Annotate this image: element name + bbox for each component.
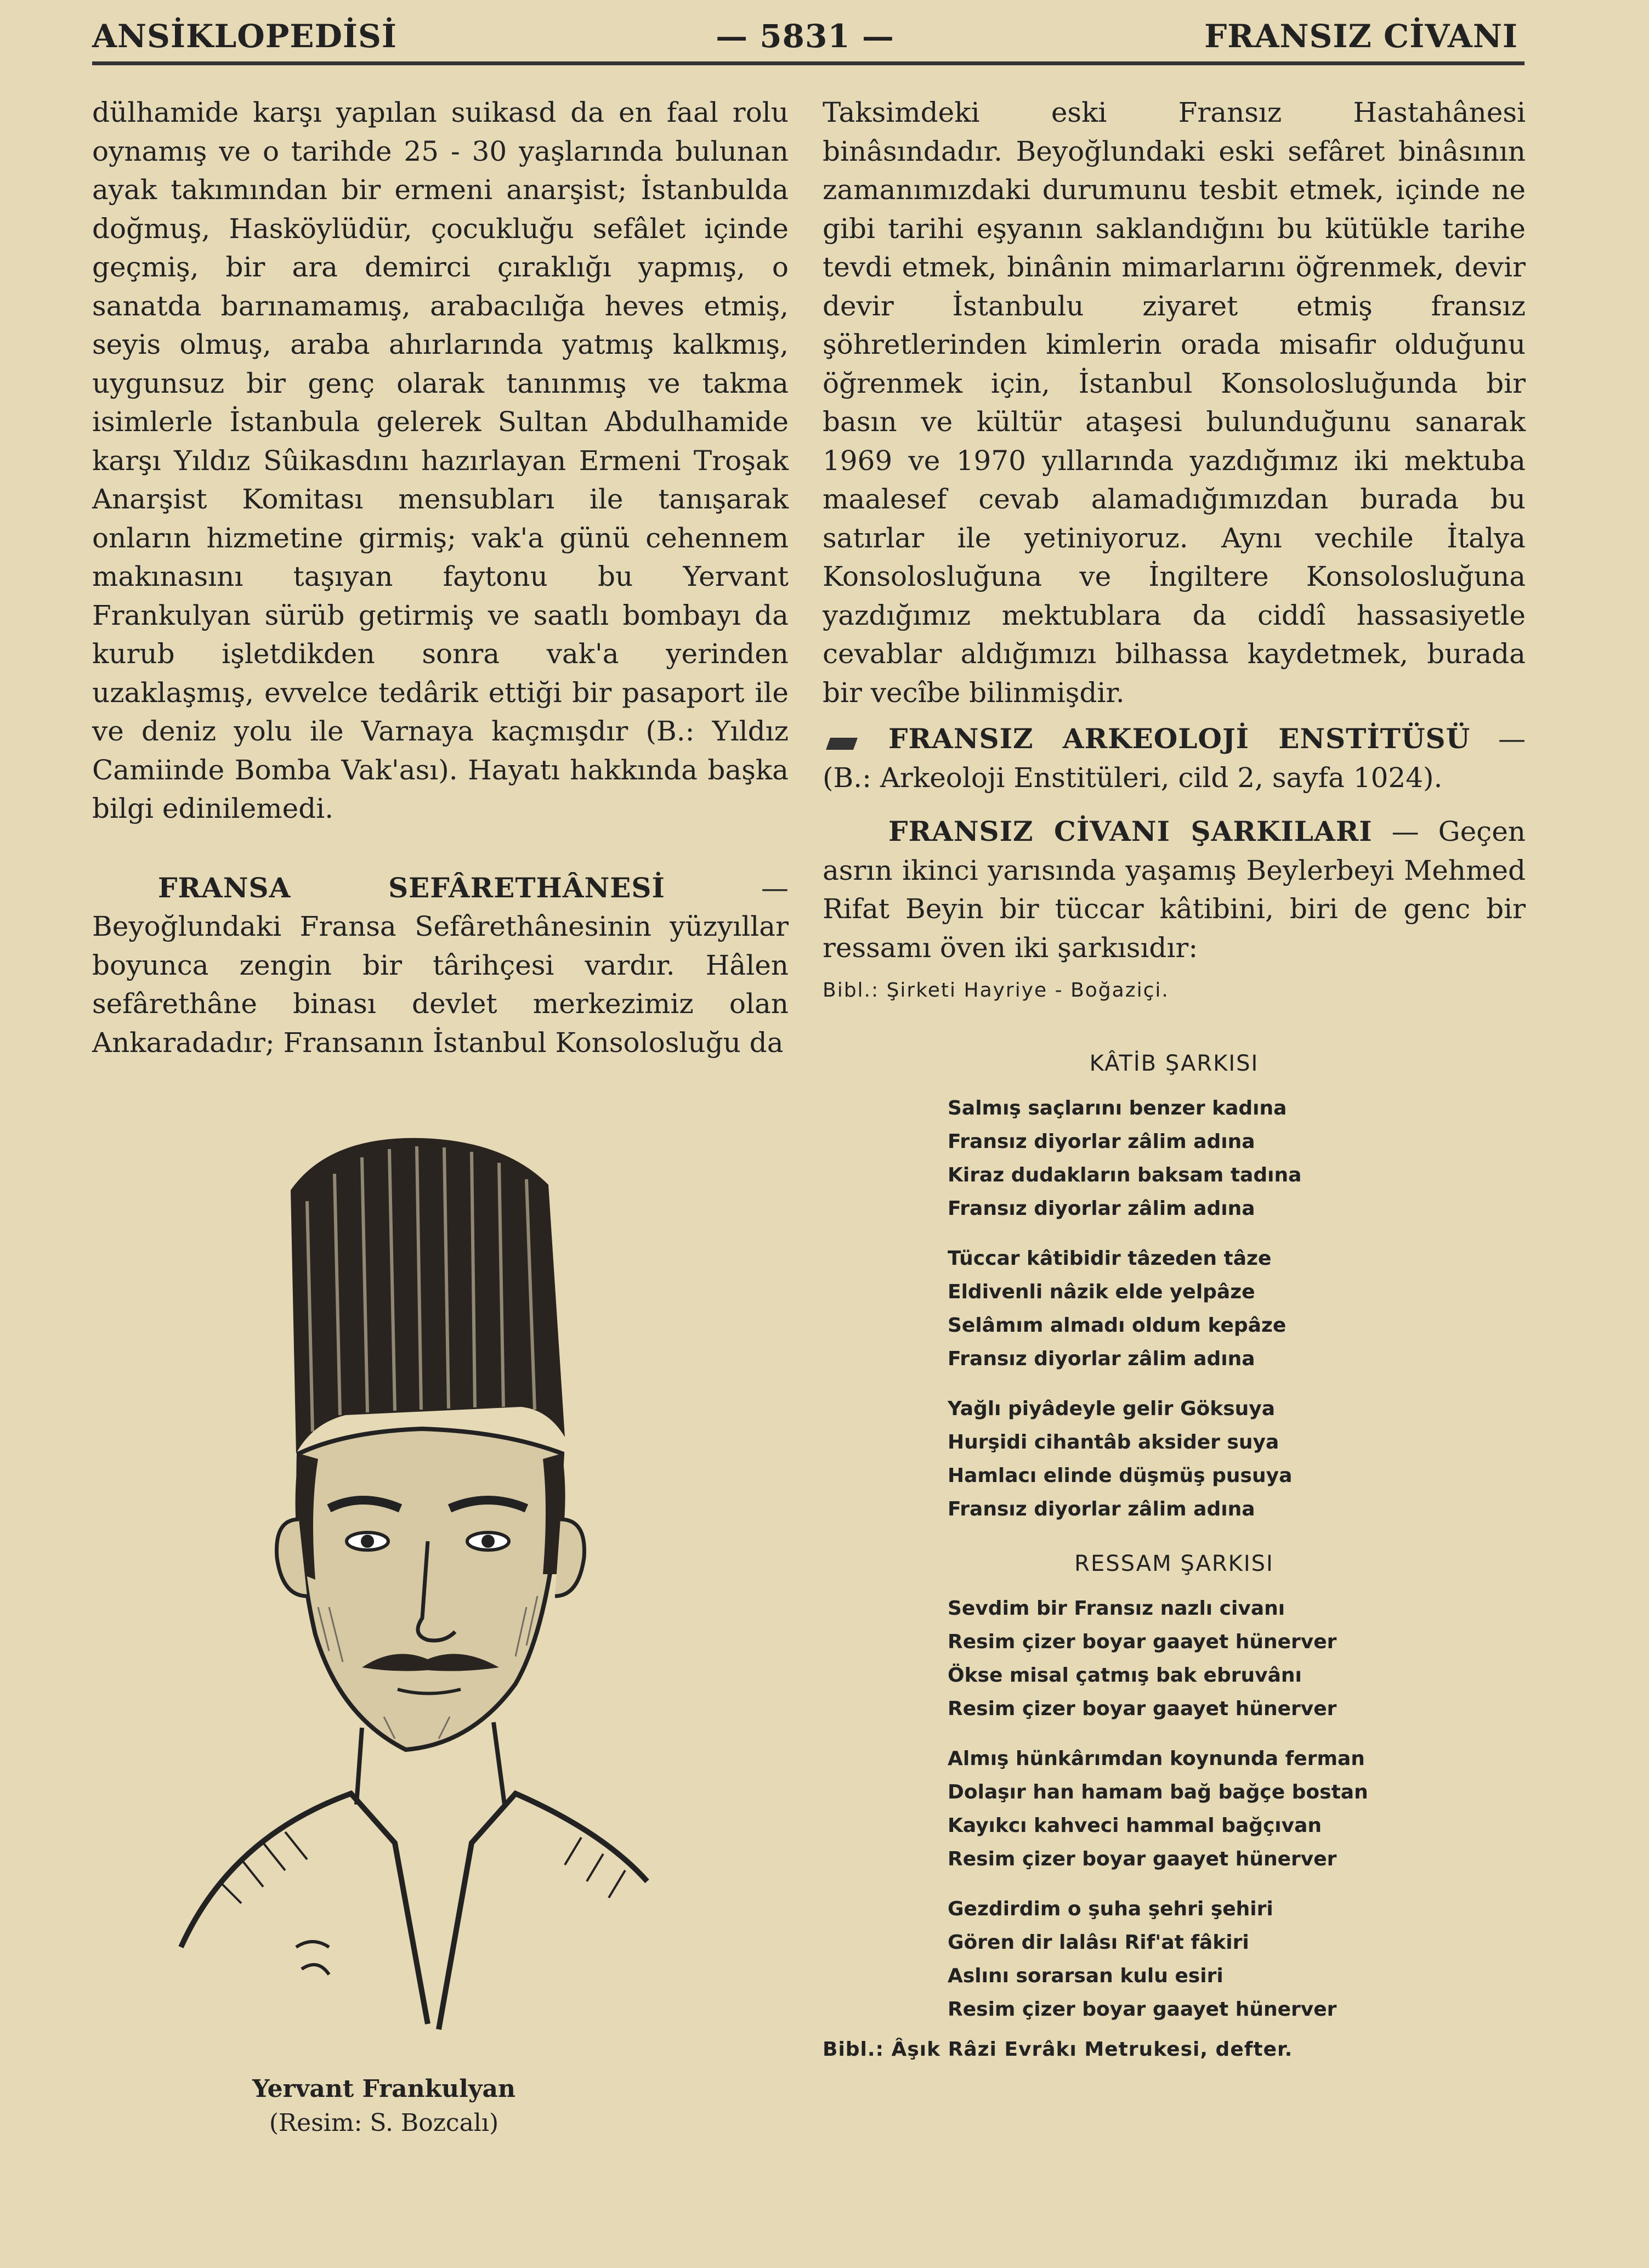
verse-line: Kayıkcı kahveci hammal bağçıvan	[948, 1814, 1322, 1837]
fransa-sefarethanesi-entry	[92, 869, 789, 1062]
header-rule	[92, 61, 1525, 65]
fransiz-civani-sarkilari-entry	[823, 812, 1526, 967]
portrait-caption	[165, 2072, 603, 2140]
song-stanza	[948, 1592, 1526, 1726]
bibliography-2: Bibl.: Âşık Râzi Evrâkı Metrukesi, defter.	[823, 2038, 1293, 2061]
verse-line: Selâmım almadı oldum kepâze	[948, 1314, 1287, 1337]
entry-title: FRANSIZ ARKEOLOJİ ENSTİTÜSÜ	[888, 722, 1471, 755]
song-stanza	[948, 1242, 1526, 1376]
song-stanza	[948, 1091, 1526, 1225]
verse-line: Hurşidi cihantâb aksider suya	[948, 1431, 1279, 1453]
verse-line: Resim çizer boyar gaayet hünerver	[948, 1848, 1337, 1870]
verse-line: Almış hünkârımdan koynunda ferman	[948, 1747, 1365, 1770]
konsolosluk-paragraph: Taksimdeki eski Fransız Hastahânesi binâsındadır. Beyoğlundaki eski sefâret binâsının zamanımızdaki durumunu tesbit etmek, içinde ne gibi tarihi eşyanın saklandığını bu kütükle tarihe tevdi etmek, binânin mimarlarını öğrenmek, devir devir İstanbulu ziyaret etmiş fransız şöhretlerinden kimlerin orada misafir olduğunu öğrenmek için, İstanbul Konsolosluğunda bir basın ve kültür ataşesi bulunduğunu sanarak 1969 ve 1970 yıllarında yazdığımız iki mektuba maalesef cevab alamadığımızdan burada bu satırlar ile yetiniyoruz. Aynı vechile İtalya Konsolosluğuna ve İngiltere Konsolosluğuna yazdığımız mektublara da ciddî hassasiyetle cevablar aldığımızı bilhassa kaydetmek, burada bir vecîbe bilinmişdir.	[823, 97, 1526, 709]
song-stanza	[948, 1892, 1526, 2026]
verse-line: Gören dir lalâsı Rif'at fâkiri	[948, 1931, 1249, 1954]
fransiz-arkeoloji-entry	[823, 720, 1526, 797]
header-left: ANSİKLOPEDİSİ	[92, 18, 398, 55]
caption-credit: (Resim: S. Bozcalı)	[269, 2109, 499, 2137]
header-right: FRANSIZ CİVANI	[1204, 18, 1518, 55]
verse-line: Fransız diyorlar zâlim adına	[948, 1348, 1255, 1370]
verse-line: Sevdim bir Fransız nazlı civanı	[948, 1597, 1285, 1620]
entry-text: — Beyoğlundaki Fransa Sefârethânesinin yüzyıllar boyunca zengin bir târihçesi vardır. Hâlen sefârethâne binası devlet merkezimiz olan Ankaradadır; Fransanın İstanbul Konsolosluğu da	[92, 872, 789, 1059]
verse-line: Yağlı piyâdeyle gelir Göksuya	[948, 1398, 1276, 1420]
verse-line: Resim çizer boyar gaayet hünerver	[948, 1631, 1337, 1653]
verse-line: Salmış saçlarını benzer kadına	[948, 1097, 1287, 1119]
verse-line: Tüccar kâtibidir tâzeden tâze	[948, 1247, 1272, 1270]
song-stanza	[948, 1392, 1526, 1526]
left-column	[92, 93, 789, 1062]
ressam-sarkisi-title: RESSAM ŞARKISI	[1074, 1551, 1274, 1576]
verse-line: Ökse misal çatmış bak ebruvânı	[948, 1664, 1302, 1687]
entry-title: FRANSA SEFÂRETHÂNESİ	[158, 871, 665, 904]
verse-line: Fransız diyorlar zâlim adına	[948, 1130, 1255, 1153]
verse-line: Kiraz dudakların baksam tadına	[948, 1164, 1302, 1186]
song-stanza	[948, 1742, 1526, 1876]
entry-title: FRANSIZ CİVANI ŞARKILARI	[888, 815, 1373, 847]
verse-line: Eldivenli nâzik elde yelpâze	[948, 1281, 1255, 1303]
page-header	[92, 12, 1518, 67]
pointer-mark-icon	[826, 738, 858, 750]
page-number: — 5831 —	[716, 18, 894, 55]
verse-line: Fransız diyorlar zâlim adına	[948, 1498, 1255, 1520]
verse-line: Resim çizer boyar gaayet hünerver	[948, 1698, 1337, 1720]
verse-line: Hamlacı elinde düşmüş pusuya	[948, 1464, 1293, 1487]
frankulyan-paragraph: dülhamide karşı yapılan suikasd da en faal rolu oynamış ve o tarihde 25 - 30 yaşlarında bulunan ayak takımından bir ermeni anarşist; İstanbulda doğmuş, Hasköylüdür, çocukluğu sefâlet içinde geçmiş, bir ara demirci çıraklığı yapmış, o sanatda barınamamış, arabacılığa heves etmiş, seyis olmuş, araba ahırlarında yatmış kalkmış, uygunsuz bir genç olarak tanınmış ve takma isimlerle İstanbula gelerek Sultan Abdulhamide karşı Yıldız Sûikasdını hazırlayan Ermeni Troşak Anarşist Komitası mensubları ile tanışarak onların hizmetine girmiş; vak'a günü cehennem makınasını taşıyan faytonu bu Yervant Frankulyan sürüb getirmiş ve saatlı bombayı da kurub işletdikden sonra vak'a yerinden uzaklaşmış, evvelce tedârik ettiği bir pasaport ile ve deniz yolu ile Varnaya kaçmışdır (B.: Yıldız Camiinde Bomba Vak'ası). Hayatı hakkında başka bilgi edinilemedi.	[92, 97, 789, 824]
caption-name: Yervant Frankulyan	[252, 2075, 515, 2103]
entry-text: — Geçen asrın ikinci yarısında yaşamış Beylerbeyi Mehmed Rifat Beyin bir tüccar kâtibini, biri de genc bir ressamı öven iki şarkısıdır:	[823, 816, 1526, 964]
entry-text: — (B.: Arkeoloji Enstitüleri, cild 2, sayfa 1024).	[823, 723, 1526, 794]
verse-line: Fransız diyorlar zâlim adına	[948, 1197, 1255, 1220]
bibliography-1: Bibl.: Şirketi Hayriye - Boğaziçi.	[823, 979, 1169, 1002]
verse-line: Dolaşır han hamam bağ bağçe bostan	[948, 1781, 1368, 1803]
verse-line: Aslını sorarsan kulu esiri	[948, 1965, 1223, 1987]
right-column	[823, 93, 1526, 2061]
portrait-illustration	[165, 1124, 680, 2057]
katib-sarkisi-title: KÂTİB ŞARKISI	[1089, 1051, 1259, 1076]
verse-line: Resim çizer boyar gaayet hünerver	[948, 1998, 1337, 2021]
verse-line: Gezdirdim o şuha şehri şehiri	[948, 1898, 1273, 1920]
